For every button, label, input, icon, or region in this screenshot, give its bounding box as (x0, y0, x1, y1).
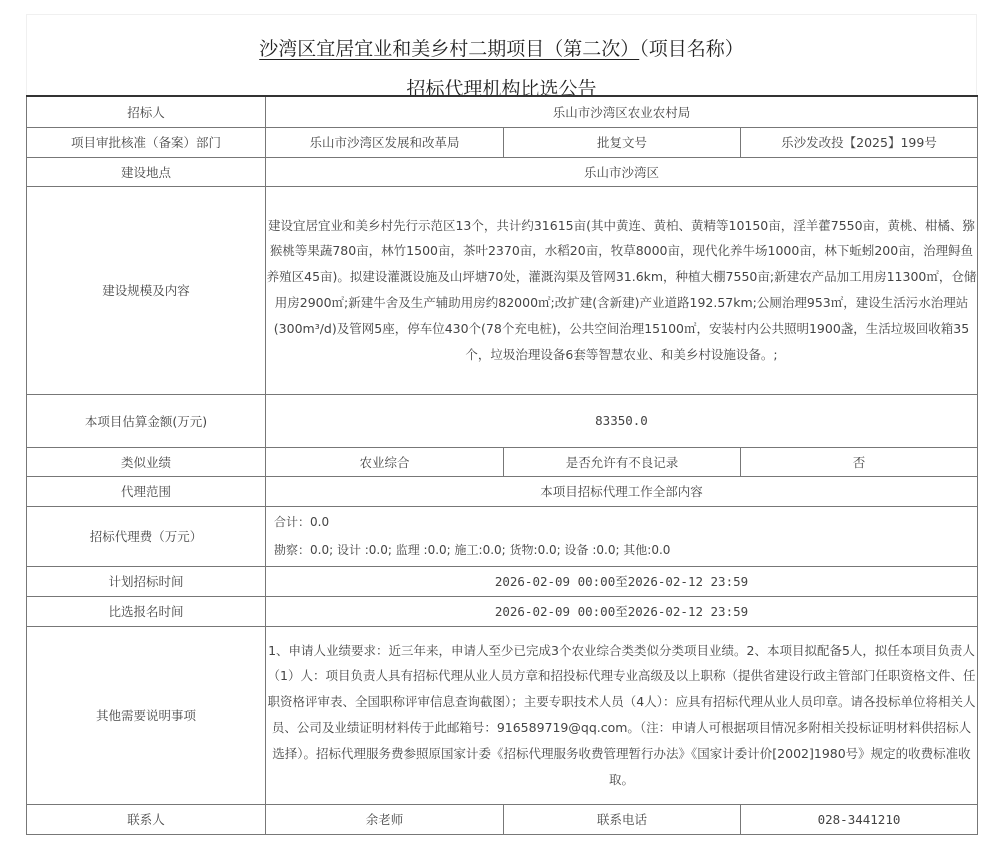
announcement-table (26, 95, 978, 835)
project-name: 沙湾区宜居宜业和美乡村二期项目（第二次） (259, 38, 640, 60)
signup-time-label: 比选报名时间 (27, 596, 266, 626)
approval-label: 项目审批核准（备案）部门 (27, 127, 266, 157)
row-plan-time (27, 566, 978, 596)
row-scope (27, 476, 978, 506)
location-value: 乐山市沙湾区 (266, 157, 978, 186)
fee-cell (266, 506, 978, 566)
project-name-suffix: （项目名称） (639, 38, 744, 60)
plan-time-value: 2026-02-09 00:00至2026-02-12 23:59 (266, 566, 978, 596)
scope-value: 本项目招标代理工作全部内容 (266, 476, 978, 506)
row-fee (27, 506, 978, 566)
other-value: 1、申请人业绩要求：近三年来，申请人至少已完成3个农业综合类类似分类项目业绩。2、本项目拟配备5人，拟任本项目负责人（1）人：项目负责人具有招标代理从业人员方章和招投标代理专业高级及以上职称（提供省建设行政主管部门任职资格文件、任职资格评审表、全国职称评审信息查询截图）；主要专职技术人员（4人）：应具有招标代理从业人员印章。请各投标单位将相关人员、公司及业绩证明材料传于此邮箱号：916589719@qq.com。（注：申请人可根据项目情况多附相关投标证明材料供招标人选择）。招标代理服务费参照原国家计委《招标代理服务收费管理暂行办法》《国家计委计价[2002]1980号》规定的收费标准收取。 (266, 626, 978, 804)
bad-record-label: 是否允许有不良记录 (504, 447, 741, 476)
announcement-subtitle: 招标代理机构比选公告 (406, 78, 597, 100)
row-other (27, 626, 978, 804)
approval-doc-no: 乐沙发改投【2025】199号 (741, 127, 978, 157)
announcement-header (26, 14, 977, 100)
phone-value: 028-3441210 (741, 804, 978, 834)
fee-breakdown: 勘察：0.0; 设计 :0.0; 监理 :0.0; 施工:0.0; 货物:0.0; 设备 :0.0; 其他:0.0 (274, 543, 671, 557)
scale-label: 建设规模及内容 (27, 186, 266, 394)
contact-value: 余老师 (266, 804, 504, 834)
row-signup-time (27, 596, 978, 626)
other-label: 其他需要说明事项 (27, 626, 266, 804)
performance-label: 类似业绩 (27, 447, 266, 476)
row-contact (27, 804, 978, 834)
scale-value: 建设宜居宜业和美乡村先行示范区13个，共计约31615亩(其中黄连、黄柏、黄精等10150亩，淫羊藿7550亩，黄桃、柑橘、猕猴桃等果蔬780亩，林竹1500亩，茶叶2370亩，水稻20亩，牧草8000亩，现代化养牛场1000亩，林下蚯蚓200亩，治理鲟鱼养殖区45亩)。拟建设灌溉设施及山坪塘70处，灌溉沟渠及管网31.6km，种植大棚7550亩;新建农产品加工用房11300㎡，仓储用房2900㎡;新建牛舍及生产辅助用房约82000㎡;改扩建(含新建)产业道路192.57km;公厕治理953㎡，建设生活污水治理站(300m³/d)及管网5座，停车位430个(78个充电桩)，公共空间治理15100㎡，安装村内公共照明1900盏，生活垃圾回收箱35个，垃圾治理设备6套等智慧农业、和美乡村设施设备。; (266, 186, 978, 394)
row-location (27, 157, 978, 186)
scope-label: 代理范围 (27, 476, 266, 506)
row-performance (27, 447, 978, 476)
performance-value: 农业综合 (266, 447, 504, 476)
row-approval (27, 127, 978, 157)
tenderer-value: 乐山市沙湾区农业农村局 (266, 96, 978, 127)
row-tenderer (27, 96, 978, 127)
approval-doc-label: 批复文号 (504, 127, 741, 157)
tenderer-label: 招标人 (27, 96, 266, 127)
fee-total: 合计：0.0 (274, 515, 330, 529)
phone-label: 联系电话 (504, 804, 741, 834)
location-label: 建设地点 (27, 157, 266, 186)
bad-record-value: 否 (741, 447, 978, 476)
approval-dept: 乐山市沙湾区发展和改革局 (266, 127, 504, 157)
signup-time-value: 2026-02-09 00:00至2026-02-12 23:59 (266, 596, 978, 626)
project-title (27, 34, 976, 61)
row-scale (27, 186, 978, 394)
plan-time-label: 计划招标时间 (27, 566, 266, 596)
budget-value: 83350.0 (266, 394, 978, 447)
contact-label: 联系人 (27, 804, 266, 834)
fee-label: 招标代理费（万元） (27, 506, 266, 566)
row-budget (27, 394, 978, 447)
budget-label: 本项目估算金额(万元) (27, 394, 266, 447)
